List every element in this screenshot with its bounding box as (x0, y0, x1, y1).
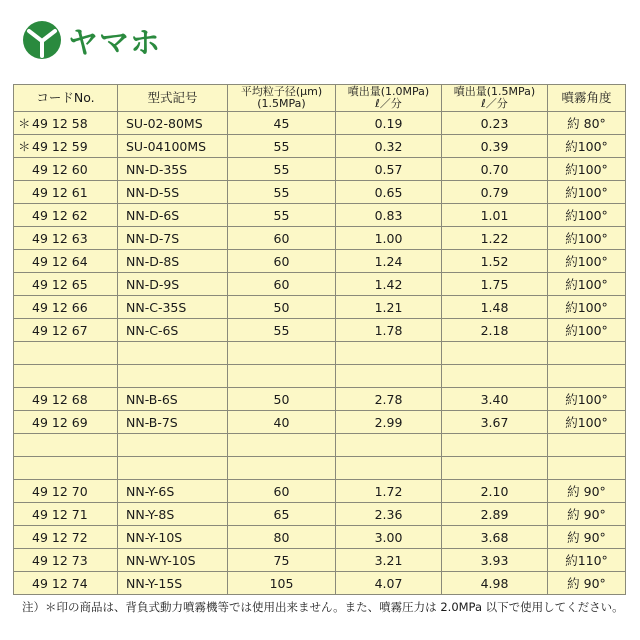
table-row (14, 319, 626, 342)
table-row (14, 181, 626, 204)
code-value: 49 12 72 (32, 529, 88, 545)
asterisk-mark: ＊ (18, 116, 31, 131)
model-cell (118, 365, 228, 388)
model-cell: NN-D-7S (118, 227, 228, 250)
flow-1-5-cell: 1.22 (442, 227, 548, 250)
model-cell: NN-Y-8S (118, 503, 228, 526)
spray-angle-cell: 約100° (548, 296, 626, 319)
table-row (14, 457, 626, 480)
particle-size-cell: 60 (228, 227, 336, 250)
model-cell: SU-02-80MS (118, 112, 228, 135)
table-row (14, 434, 626, 457)
header-flow-1-0: 噴出量(1.0MPa) ℓ／分 (336, 85, 442, 112)
flow-1-5-cell: 2.18 (442, 319, 548, 342)
spray-angle-cell: 約100° (548, 319, 626, 342)
code-value: 49 12 65 (32, 276, 88, 292)
code-cell (14, 388, 118, 411)
table-row (14, 480, 626, 503)
code-value: 49 12 66 (32, 299, 88, 315)
code-value: 49 12 61 (32, 184, 88, 200)
code-cell (14, 135, 118, 158)
code-value: 49 12 62 (32, 207, 88, 223)
flow-1-5-cell: 0.70 (442, 158, 548, 181)
flow-1-0-cell: 1.00 (336, 227, 442, 250)
flow-1-0-cell: 4.07 (336, 572, 442, 595)
spray-angle-cell: 約100° (548, 411, 626, 434)
model-cell (118, 434, 228, 457)
particle-size-cell: 105 (228, 572, 336, 595)
code-value: 49 12 70 (32, 483, 88, 499)
particle-size-cell: 45 (228, 112, 336, 135)
flow-1-0-cell: 1.78 (336, 319, 442, 342)
table-row (14, 342, 626, 365)
particle-size-cell: 50 (228, 388, 336, 411)
flow-1-0-cell: 3.00 (336, 526, 442, 549)
particle-size-cell: 75 (228, 549, 336, 572)
flow-1-5-cell: 3.67 (442, 411, 548, 434)
table-row (14, 572, 626, 595)
spray-angle-cell: 約110° (548, 549, 626, 572)
flow-1-0-cell: 1.24 (336, 250, 442, 273)
model-cell: NN-WY-10S (118, 549, 228, 572)
particle-size-cell: 55 (228, 319, 336, 342)
flow-1-5-cell: 0.23 (442, 112, 548, 135)
particle-size-cell: 55 (228, 158, 336, 181)
code-cell (14, 457, 118, 480)
spray-angle-cell (548, 434, 626, 457)
header-code: コードNo. (14, 85, 118, 112)
table-row (14, 365, 626, 388)
particle-size-cell (228, 434, 336, 457)
model-cell: NN-D-9S (118, 273, 228, 296)
flow-1-0-cell: 0.19 (336, 112, 442, 135)
flow-1-5-cell: 3.68 (442, 526, 548, 549)
flow-1-0-cell (336, 342, 442, 365)
flow-1-0-cell: 2.99 (336, 411, 442, 434)
model-cell: NN-B-6S (118, 388, 228, 411)
particle-size-cell: 50 (228, 296, 336, 319)
particle-size-cell: 55 (228, 204, 336, 227)
particle-size-cell: 80 (228, 526, 336, 549)
spray-angle-cell: 約 80° (548, 112, 626, 135)
model-cell: NN-D-6S (118, 204, 228, 227)
model-cell: NN-C-6S (118, 319, 228, 342)
spray-angle-cell (548, 365, 626, 388)
code-value: 49 12 63 (32, 230, 88, 246)
code-value: 49 12 67 (32, 322, 88, 338)
flow-1-5-cell: 0.39 (442, 135, 548, 158)
flow-1-5-cell (442, 457, 548, 480)
code-cell (14, 342, 118, 365)
spray-angle-cell (548, 457, 626, 480)
flow-1-0-cell: 1.72 (336, 480, 442, 503)
particle-size-cell: 60 (228, 273, 336, 296)
yamaho-leaf-icon (22, 20, 62, 60)
flow-1-0-cell: 2.78 (336, 388, 442, 411)
table-row (14, 411, 626, 434)
flow-1-0-cell (336, 365, 442, 388)
particle-size-cell (228, 365, 336, 388)
code-cell (14, 227, 118, 250)
spray-angle-cell: 約100° (548, 158, 626, 181)
flow-1-0-cell: 0.57 (336, 158, 442, 181)
flow-1-0-cell: 2.36 (336, 503, 442, 526)
code-cell (14, 250, 118, 273)
nozzle-spec-table (13, 84, 626, 595)
spray-angle-cell: 約 90° (548, 480, 626, 503)
code-value: 49 12 68 (32, 391, 88, 407)
model-cell (118, 457, 228, 480)
model-cell: NN-D-35S (118, 158, 228, 181)
header-flow-1-5: 噴出量(1.5MPa) ℓ／分 (442, 85, 548, 112)
flow-1-0-cell: 1.21 (336, 296, 442, 319)
flow-1-0-cell: 0.32 (336, 135, 442, 158)
spray-angle-cell (548, 342, 626, 365)
flow-1-0-cell: 3.21 (336, 549, 442, 572)
asterisk-mark: ＊ (18, 139, 31, 154)
spray-angle-cell: 約100° (548, 204, 626, 227)
flow-1-5-cell: 2.10 (442, 480, 548, 503)
flow-1-0-cell (336, 457, 442, 480)
spray-angle-cell: 約100° (548, 273, 626, 296)
flow-1-5-cell: 1.48 (442, 296, 548, 319)
spray-angle-cell: 約100° (548, 388, 626, 411)
code-cell (14, 273, 118, 296)
code-cell (14, 365, 118, 388)
model-cell: NN-Y-10S (118, 526, 228, 549)
particle-size-cell (228, 342, 336, 365)
table-row (14, 204, 626, 227)
spray-angle-cell: 約 90° (548, 572, 626, 595)
flow-1-5-cell: 4.98 (442, 572, 548, 595)
brand-logo (22, 18, 161, 62)
particle-size-cell: 60 (228, 480, 336, 503)
footnote: 注）＊印の商品は、背負式動力噴霧機等では使用出来ません。また、噴霧圧力は 2.0MPa 以下で使用してください。 (22, 600, 624, 614)
flow-1-5-cell: 3.40 (442, 388, 548, 411)
model-cell: NN-C-35S (118, 296, 228, 319)
flow-1-0-cell: 0.83 (336, 204, 442, 227)
code-cell (14, 204, 118, 227)
spray-angle-cell: 約 90° (548, 526, 626, 549)
code-value: 49 12 59 (32, 139, 88, 154)
flow-1-0-cell: 1.42 (336, 273, 442, 296)
header-angle: 噴霧角度 (548, 85, 626, 112)
header-particle: 平均粒子径(μm) (1.5MPa) (228, 85, 336, 112)
model-cell: NN-B-7S (118, 411, 228, 434)
code-value: 49 12 71 (32, 506, 88, 522)
brand-name: ヤマホ (68, 26, 161, 61)
code-cell (14, 158, 118, 181)
code-value: 49 12 60 (32, 161, 88, 177)
code-value: 49 12 74 (32, 575, 88, 591)
model-cell: NN-D-5S (118, 181, 228, 204)
particle-size-cell: 65 (228, 503, 336, 526)
particle-size-cell (228, 457, 336, 480)
table-header-row (14, 85, 626, 112)
table-row (14, 296, 626, 319)
flow-1-5-cell: 3.93 (442, 549, 548, 572)
code-cell (14, 181, 118, 204)
table-row (14, 112, 626, 135)
flow-1-5-cell (442, 342, 548, 365)
code-value: 49 12 64 (32, 253, 88, 269)
code-value: 49 12 58 (32, 116, 88, 131)
particle-size-cell: 55 (228, 135, 336, 158)
code-cell (14, 503, 118, 526)
code-cell (14, 480, 118, 503)
flow-1-5-cell: 2.89 (442, 503, 548, 526)
particle-size-cell: 55 (228, 181, 336, 204)
flow-1-5-cell: 1.01 (442, 204, 548, 227)
table-row (14, 388, 626, 411)
code-value: 49 12 69 (32, 414, 88, 430)
code-value: 49 12 73 (32, 552, 88, 568)
spray-angle-cell: 約 90° (548, 503, 626, 526)
code-cell (14, 434, 118, 457)
model-cell (118, 342, 228, 365)
table-row (14, 549, 626, 572)
table-row (14, 526, 626, 549)
model-cell: SU-04100MS (118, 135, 228, 158)
table-row (14, 158, 626, 181)
spray-angle-cell: 約100° (548, 135, 626, 158)
code-cell (14, 526, 118, 549)
spray-angle-cell: 約100° (548, 181, 626, 204)
spray-angle-cell: 約100° (548, 250, 626, 273)
flow-1-0-cell (336, 434, 442, 457)
code-cell (14, 549, 118, 572)
code-cell (14, 296, 118, 319)
spray-angle-cell: 約100° (548, 227, 626, 250)
flow-1-5-cell: 0.79 (442, 181, 548, 204)
model-cell: NN-Y-15S (118, 572, 228, 595)
table-row (14, 227, 626, 250)
flow-1-5-cell (442, 365, 548, 388)
header-model: 型式記号 (118, 85, 228, 112)
particle-size-cell: 40 (228, 411, 336, 434)
code-cell (14, 112, 118, 135)
code-cell (14, 319, 118, 342)
flow-1-0-cell: 0.65 (336, 181, 442, 204)
code-cell (14, 411, 118, 434)
particle-size-cell: 60 (228, 250, 336, 273)
table-row (14, 273, 626, 296)
flow-1-5-cell: 1.52 (442, 250, 548, 273)
flow-1-5-cell: 1.75 (442, 273, 548, 296)
model-cell: NN-Y-6S (118, 480, 228, 503)
model-cell: NN-D-8S (118, 250, 228, 273)
table-row (14, 503, 626, 526)
table-row (14, 250, 626, 273)
table-row (14, 135, 626, 158)
code-cell (14, 572, 118, 595)
flow-1-5-cell (442, 434, 548, 457)
